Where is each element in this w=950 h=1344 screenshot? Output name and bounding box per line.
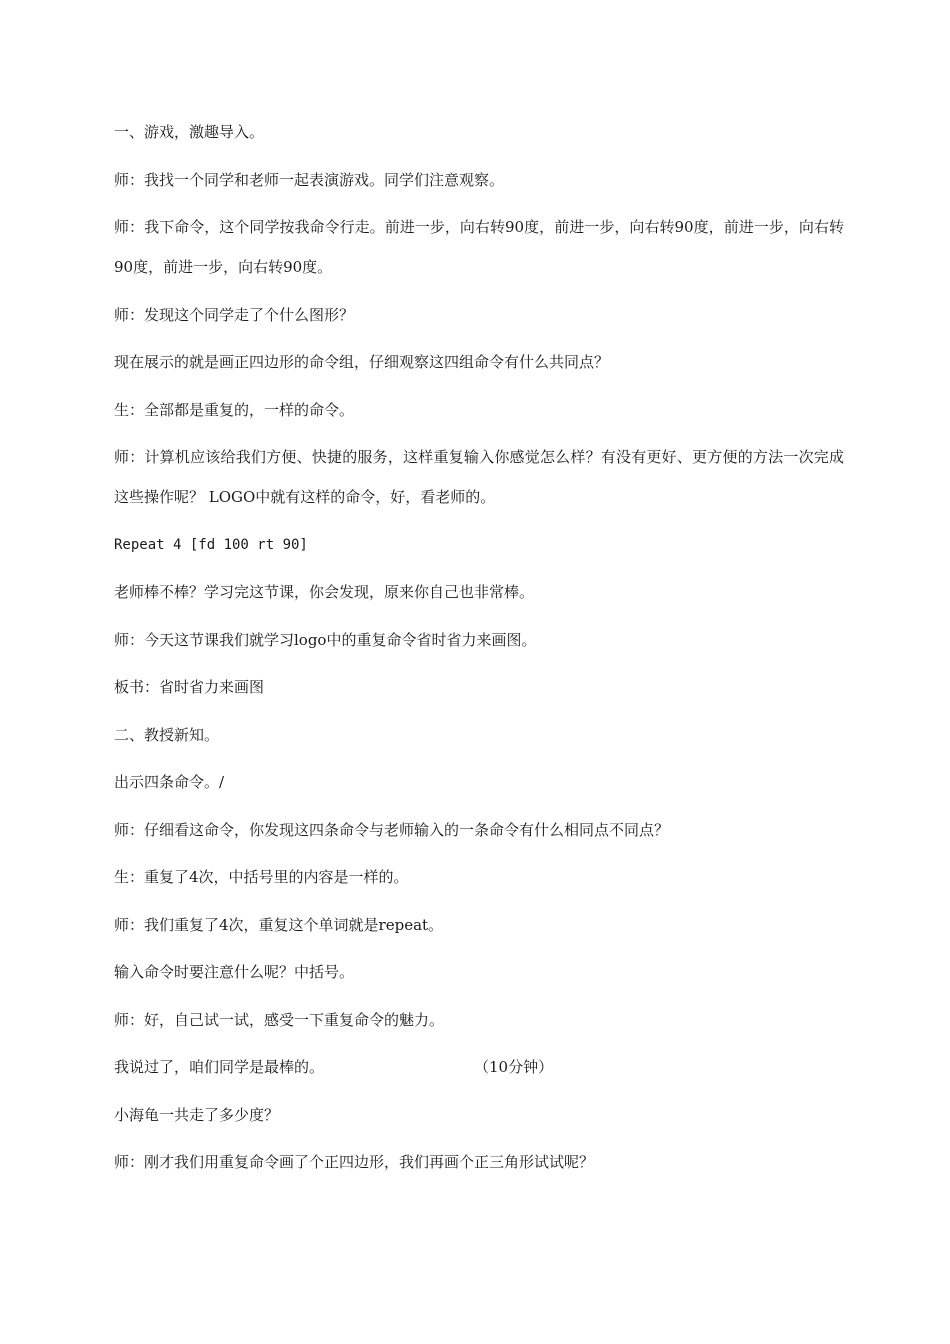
- paragraph-text: 我说过了，咱们同学是最棒的。: [114, 1058, 325, 1076]
- paragraph: 师：今天这节课我们就学习logo中的重复命令省时省力来画图。: [114, 630, 537, 649]
- paragraph: 师：计算机应该给我们方便、快捷的服务，这样重复输入你感觉怎么样？有没有更好、更方便的方法一次完成这些操作呢？ LOGO中就有这样的命令，好，看老师的。: [114, 448, 844, 506]
- paragraph: 小海龟一共走了多少度？: [114, 1105, 280, 1124]
- paragraph: 老师棒不棒？学习完这节课，你会发现，原来你自己也非常棒。: [114, 583, 535, 601]
- section-heading-1: 一、游戏，激趣导入。: [114, 123, 265, 141]
- paragraph: 师：刚才我们用重复命令画了个正四边形，我们再画个正三角形试试呢？: [114, 1153, 595, 1171]
- paragraph: 生：重复了4次，中括号里的内容是一样的。: [114, 868, 409, 886]
- time-note: （10分钟）: [474, 1058, 554, 1076]
- paragraph: 师：我找一个同学和老师一起表演游戏。同学们注意观察。: [114, 170, 505, 189]
- document-body: [114, 122, 844, 1200]
- paragraph-with-time: [114, 1057, 844, 1077]
- paragraph: 师：仔细看这命令，你发现这四条命令与老师输入的一条命令有什么相同点不同点？: [114, 820, 670, 839]
- blackboard-note: 板书：省时省力来画图: [114, 678, 265, 696]
- code-line: Repeat 4 [fd 100 rt 90]: [114, 536, 308, 553]
- paragraph: 师：好，自己试一试，感受一下重复命令的魅力。: [114, 1010, 445, 1029]
- paragraph: 输入命令时要注意什么呢？中括号。: [114, 963, 355, 981]
- section-heading-2: 二、教授新知。: [114, 725, 220, 744]
- paragraph: 生：全部都是重复的，一样的命令。: [114, 400, 355, 419]
- paragraph: 师：发现这个同学走了个什么图形？: [114, 305, 355, 324]
- paragraph: 师：我下命令，这个同学按我命令行走。前进一步，向右转90度，前进一步，向右转90度，前进一步，向右转90度，前进一步，向右转90度。: [114, 218, 844, 276]
- paragraph: 出示四条命令。/: [114, 773, 225, 791]
- paragraph: 师：我们重复了4次，重复这个单词就是repeat。: [114, 915, 444, 934]
- paragraph: 现在展示的就是画正四边形的命令组，仔细观察这四组命令有什么共同点？: [114, 353, 610, 371]
